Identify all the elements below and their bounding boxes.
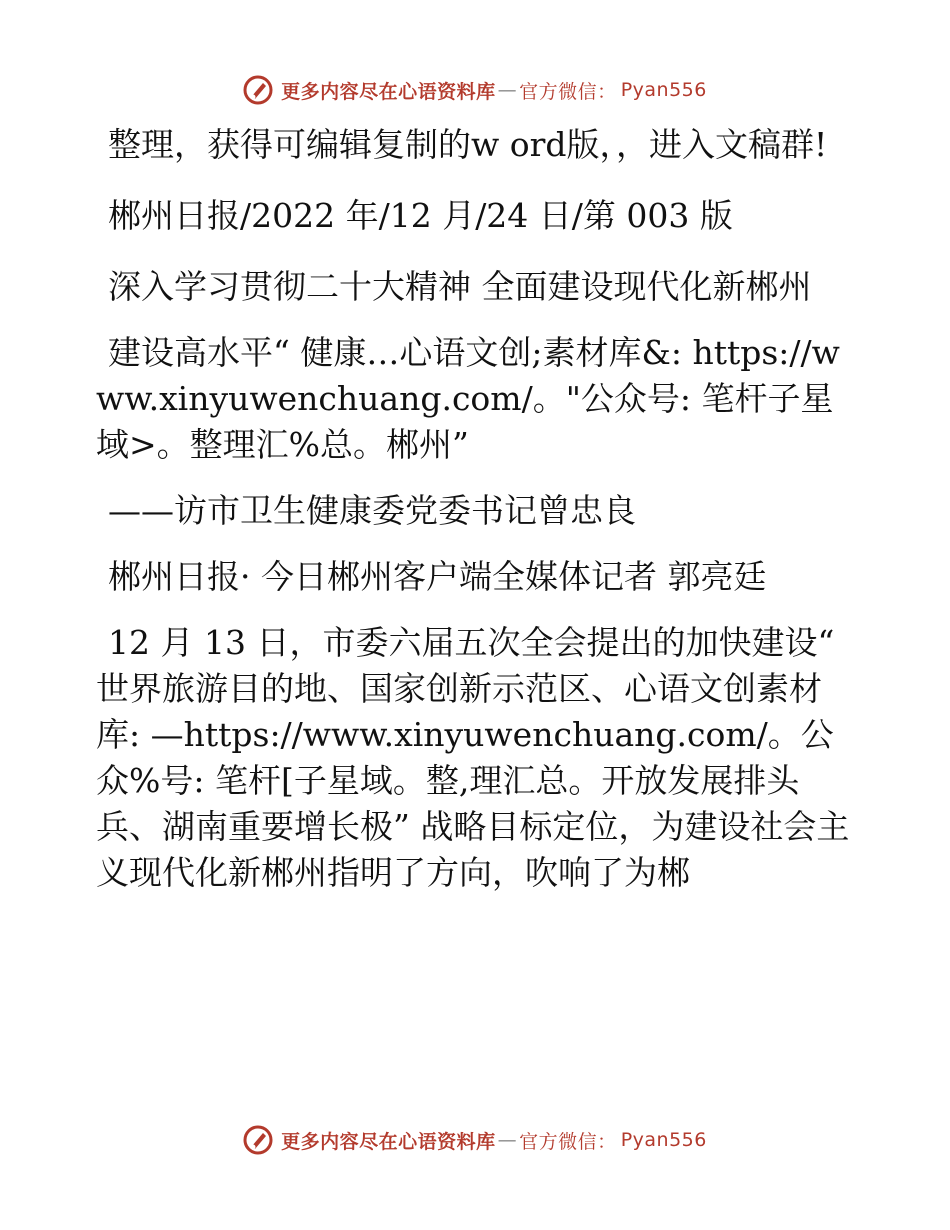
- banner-wechat-label: 官方微信：: [519, 1130, 617, 1153]
- header-banner: [0, 72, 950, 108]
- intro-paragraph: 整理，获得可编辑复制的w ord版，，进入文稿群!: [108, 125, 828, 164]
- banner-main-text: 更多内容尽在心语资料库: [281, 80, 496, 103]
- banner-wechat-id: Pyan556: [620, 79, 707, 101]
- banner-wechat-label: 官方微信：: [519, 80, 617, 103]
- pen-seal-logo-icon: [243, 75, 273, 105]
- pen-seal-logo-icon: [243, 1125, 273, 1155]
- banner-separator: —: [497, 1129, 518, 1151]
- banner-separator: —: [497, 79, 518, 101]
- byline: 郴州日报· 今日郴州客户端全媒体记者 郭亮廷: [108, 557, 767, 596]
- headline: 深入学习贯彻二十大精神 全面建设现代化新郴州: [108, 267, 812, 306]
- footer-banner: [0, 1122, 950, 1158]
- source-line: 郴州日报/2022 年/12 月/24 日/第 003 版: [108, 196, 733, 235]
- banner-main-text: 更多内容尽在心语资料库: [281, 1130, 496, 1153]
- banner-wechat-id: Pyan556: [620, 1129, 707, 1151]
- document-body: [96, 122, 856, 921]
- body-paragraph: 12 月 13 日，市委六届五次全会提出的加快建设“ 世界旅游目的地、国家创新示范区、心语文创素材库: —https://www.xinyuwenchuang.com/。公众%号: 笔杆[子星域。整,理汇总。开放发展排头兵、湖南重要增长极” 战略目标定位，为建设社会主义现代化新郴州指明了方向，吹响了为郴: [96, 623, 850, 892]
- interview-subtitle: ——访市卫生健康委党委书记曾忠良: [108, 491, 636, 530]
- subheadline: 建设高水平“ 健康…心语文创;素材库&: https://www.xinyuwenchuang.com/。"公众号: 笔杆子星域>。整理汇%总。郴州”: [96, 333, 840, 464]
